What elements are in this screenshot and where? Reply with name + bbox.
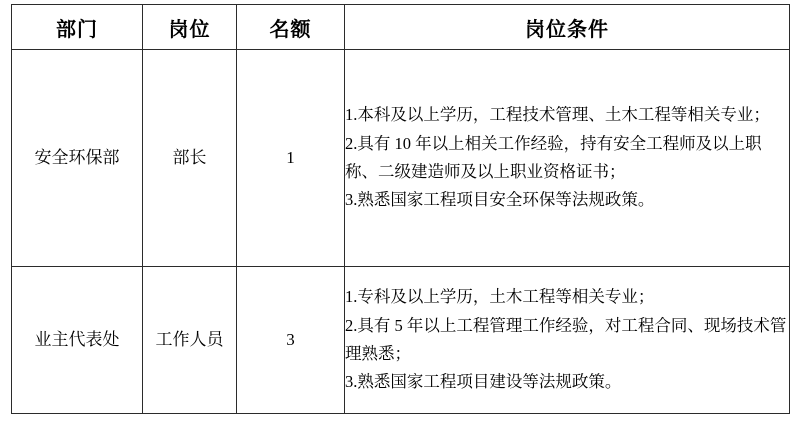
table-row [12, 267, 790, 414]
condition-line: 1.专科及以上学历，土木工程等相关专业； [345, 287, 655, 307]
table-body [12, 50, 790, 414]
cell-department: 业主代表处 [12, 267, 143, 414]
condition-line: 3.熟悉国家工程项目建设等法规政策。 [345, 372, 622, 392]
condition-line: 2.具有 5 年以上工程管理工作经验，对工程合同、现场技术管理熟悉； [345, 315, 787, 363]
table-header [12, 5, 790, 50]
cell-quota: 3 [237, 267, 345, 414]
condition-line: 3.熟悉国家工程项目安全环保等法规政策。 [345, 190, 655, 210]
cell-conditions [345, 267, 790, 414]
cell-department: 安全环保部 [12, 50, 143, 267]
column-header-quota: 名额 [237, 5, 345, 50]
column-header-department: 部门 [12, 5, 143, 50]
cell-quota: 1 [237, 50, 345, 267]
table-row [12, 50, 790, 267]
cell-conditions [345, 50, 790, 267]
cell-position: 部长 [143, 50, 237, 267]
table-header-row [12, 5, 790, 50]
condition-line: 2.具有 10 年以上相关工作经验，持有安全工程师及以上职称、二级建造师及以上职业资格证书； [345, 133, 762, 181]
column-header-conditions: 岗位条件 [345, 5, 790, 50]
condition-line: 1.本科及以上学历，工程技术管理、土木工程等相关专业； [345, 105, 770, 125]
column-header-position: 岗位 [143, 5, 237, 50]
cell-position: 工作人员 [143, 267, 237, 414]
recruitment-table [11, 4, 790, 414]
